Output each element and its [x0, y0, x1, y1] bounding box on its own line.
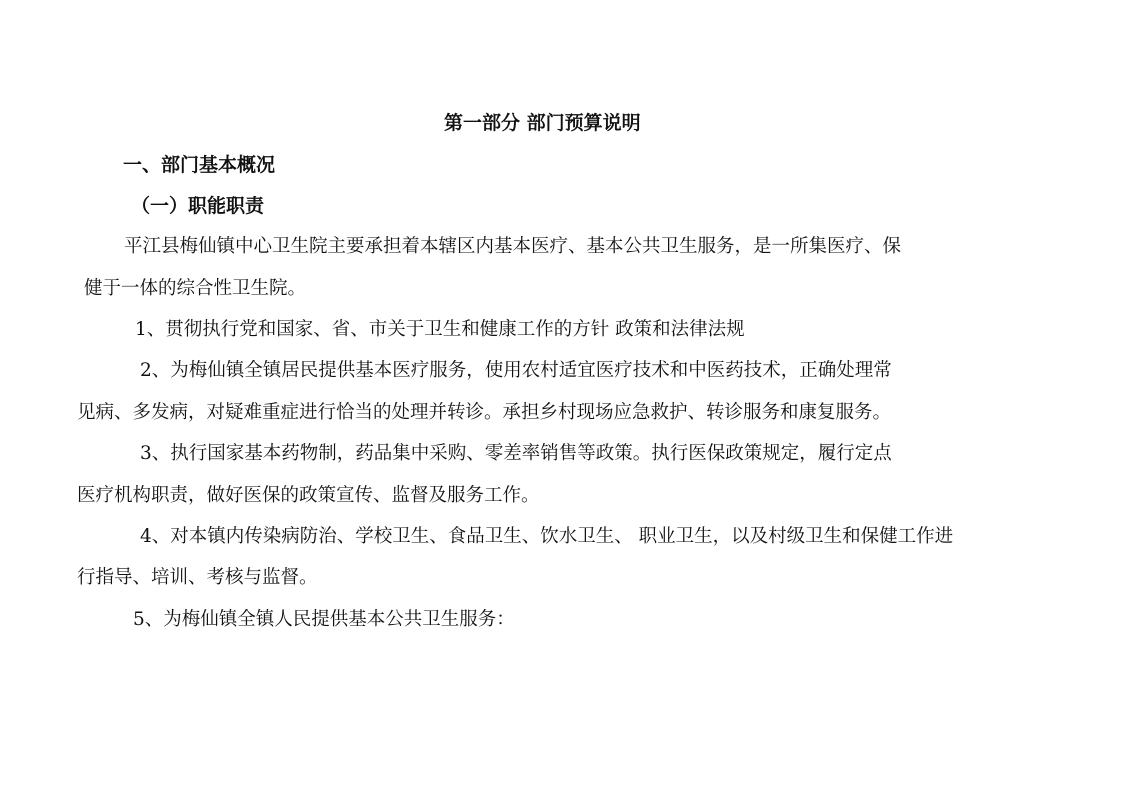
paragraph-line: 行指导、培训、考核与监督。 — [77, 567, 318, 588]
subsection-heading: （一）职能职责 — [131, 195, 265, 217]
list-item: 4、对本镇内传染病防治、学校卫生、食品卫生、饮水卫生、 职业卫生，以及村级卫生和保健工作进 — [140, 526, 954, 547]
section-heading: 一、部门基本概况 — [123, 154, 276, 176]
document-title: 第一部分 部门预算说明 — [444, 112, 641, 134]
list-item: 3、执行国家基本药物制，药品集中采购、零差率销售等政策。执行医保政策规定，履行定点 — [140, 443, 892, 464]
paragraph-line: 见病、多发病，对疑难重症进行恰当的处理并转诊。承担乡村现场应急救护、转诊服务和康复服务。 — [77, 402, 892, 423]
list-item: 2、为梅仙镇全镇居民提供基本医疗服务，使用农村适宜医疗技术和中医药技术，正确处理常 — [140, 360, 892, 381]
paragraph-line: 平江县梅仙镇中心卫生院主要承担着本辖区内基本医疗、基本公共卫生服务，是一所集医疗、保 — [124, 236, 902, 257]
list-item: 1、贯彻执行党和国家、省、市关于卫生和健康工作的方针 政策和法律法规 — [135, 319, 745, 340]
paragraph-line: 医疗机构职责，做好医保的政策宣传、监督及服务工作。 — [77, 485, 540, 506]
paragraph-line: 健于一体的综合性卫生院。 — [84, 278, 307, 299]
list-item: 5、为梅仙镇全镇人民提供基本公共卫生服务： — [133, 609, 515, 630]
